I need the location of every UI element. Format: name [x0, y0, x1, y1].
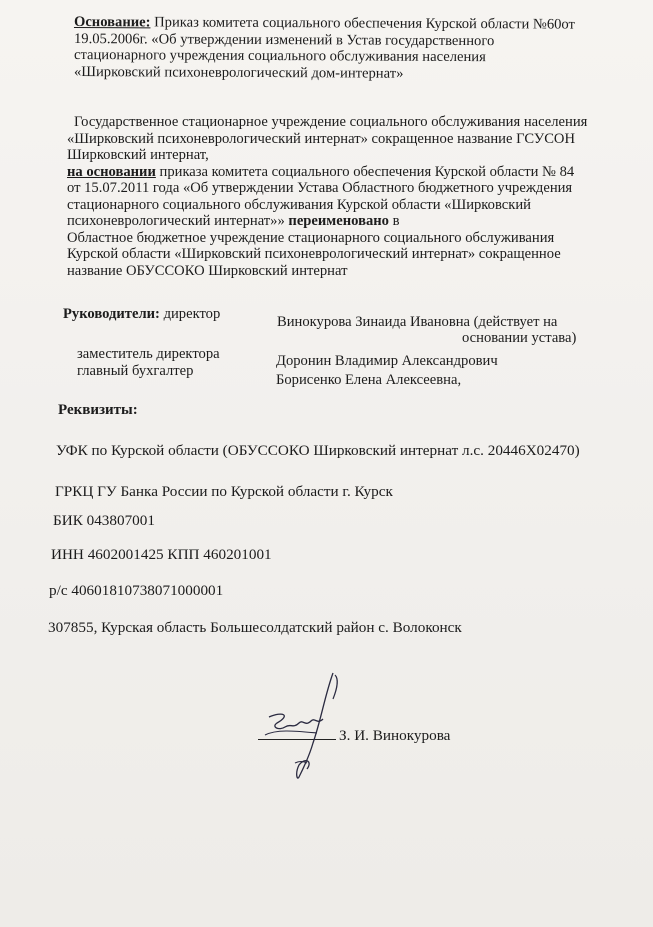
deputy-name: Доронин Владимир Александрович — [276, 353, 498, 369]
basis-block — [74, 14, 575, 80]
basis-label: Основание: — [73, 14, 151, 31]
rename-line-4: приказа комитета социального обеспечения Курской области № 84 — [155, 163, 575, 180]
ufk-line: УФК по Курской области (ОБУССОКО Ширковский интернат л.с. 20446Х02470) — [56, 442, 580, 459]
rename-line-3: Ширковский интернат, — [67, 147, 209, 163]
renamed-word: переименовано — [288, 213, 389, 229]
rename-line-1: Государственное стационарное учреждение социального обслуживания населения — [74, 114, 588, 130]
basis-line-3: стационарного учреждения социального обслуживания населения — [73, 47, 486, 66]
rename-block — [67, 114, 587, 279]
rename-line-5: от 15.07.2011 года «Об утверждении Устава Областного бюджетного учреждения — [67, 180, 573, 196]
signatory-name: З. И. Винокурова — [339, 727, 451, 744]
accountant-name: Борисенко Елена Алексеевна, — [276, 372, 462, 388]
accountant-role: главный бухгалтер — [77, 363, 194, 379]
account-line: р/с 40601810738071000001 — [49, 582, 224, 599]
director-role: директор — [159, 306, 221, 322]
leaders-label: Руководители: — [63, 306, 160, 322]
rename-line-2: «Ширковский психоневрологический интернат» сокращенное название ГСУСОН — [67, 130, 576, 147]
rename-line-6: стационарного социального обслуживания Курской области «Ширковский — [67, 196, 531, 213]
address-line: 307855, Курская область Большесолдатский район с. Волоконск — [48, 619, 462, 636]
details-label: Реквизиты: — [58, 402, 138, 418]
basis-line-1: Приказ комитета социального обеспечения Курской области №60от — [150, 14, 575, 33]
rename-line-7: психоневрологический интернат»» — [67, 213, 289, 229]
rename-line-10: название ОБУССОКО Ширковский интернат — [67, 262, 348, 279]
rename-line-8: Областное бюджетное учреждение стационарного социального обслуживания — [67, 229, 555, 246]
handwritten-signature — [255, 665, 365, 785]
director-note: основании устава) — [462, 330, 577, 346]
inn-line: ИНН 4602001425 КПП 460201001 — [51, 546, 272, 563]
basis-line-2: 19.05.2006г. «Об утверждении изменений в Устав государственного — [73, 30, 495, 49]
basis-ref-label: на основании — [67, 163, 156, 180]
basis-line-4: «Ширковский психоневрологический дом-интернат» — [73, 63, 404, 82]
renamed-after: в — [388, 213, 400, 229]
rename-line-9: Курской области «Ширковский психоневрологический интернат» сокращенное — [67, 246, 561, 262]
deputy-role: заместитель директора — [77, 346, 220, 362]
director-name: Винокурова Зинаида Ивановна (действует на — [277, 314, 558, 330]
bik-line: БИК 043807001 — [53, 512, 155, 529]
bank-line: ГРКЦ ГУ Банка России по Курской области г. Курск — [55, 483, 393, 500]
leaders-heading — [63, 306, 220, 323]
